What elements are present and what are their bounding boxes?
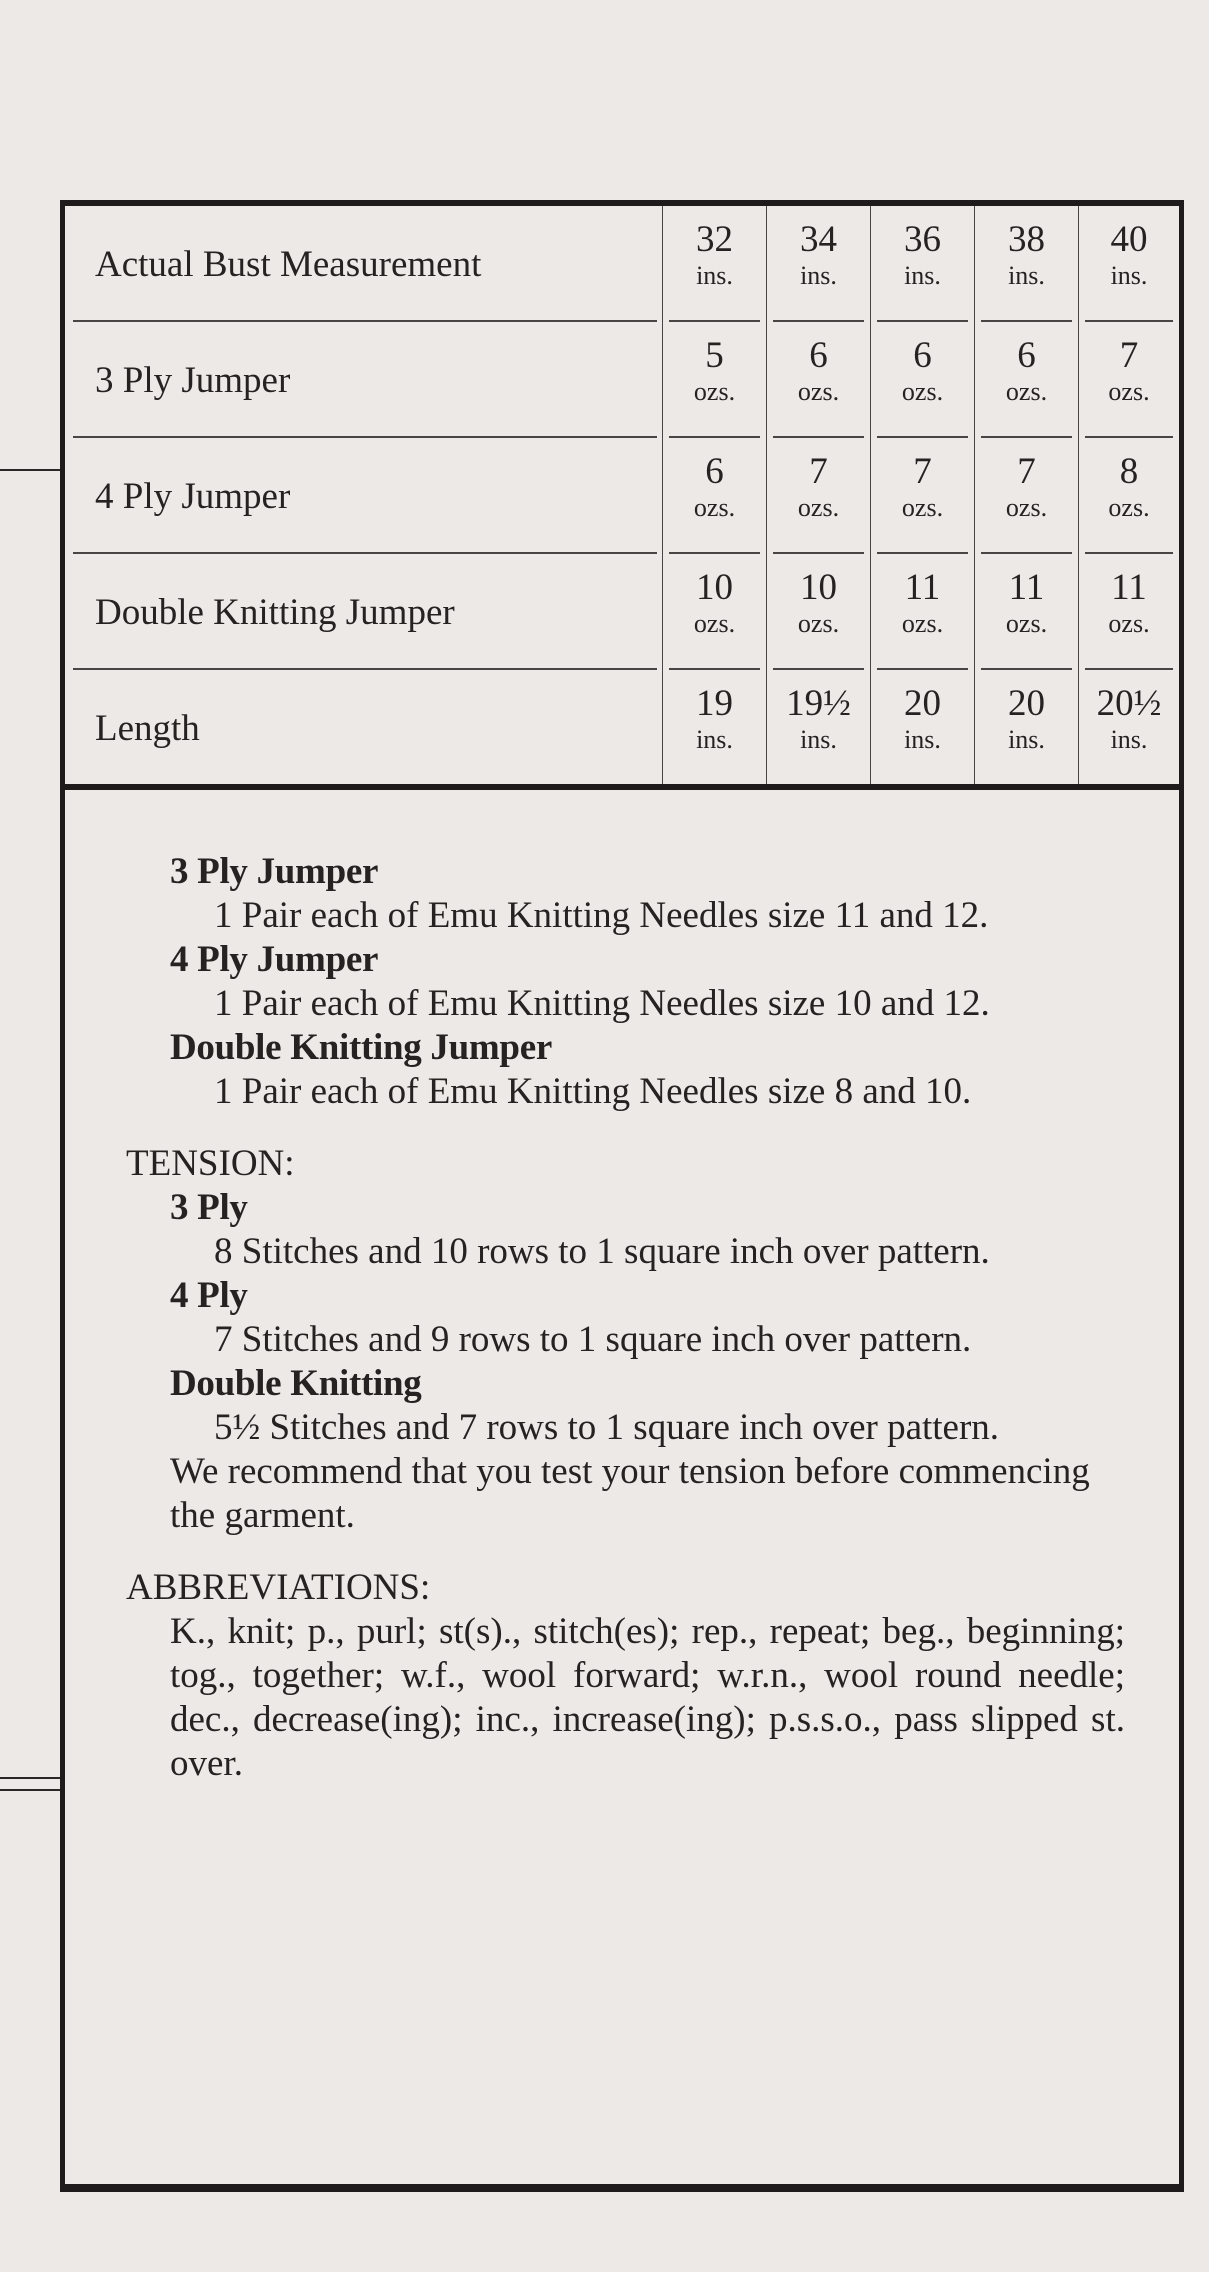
instructions-body <box>120 850 1125 1786</box>
cell-value: 32 <box>696 219 733 260</box>
cell-unit: ozs. <box>1108 377 1150 406</box>
table-cell <box>1078 554 1179 670</box>
row-label: Length <box>95 708 200 749</box>
table-row-bust <box>65 206 1179 322</box>
cell-value: 10 <box>800 567 837 608</box>
left-margin-double-rule <box>0 1777 62 1791</box>
tension-text-4ply: 7 Stitches and 9 rows to 1 square inch over pattern. <box>214 1319 972 1360</box>
needles-heading-4ply: 4 Ply Jumper <box>170 939 379 980</box>
table-row-double-knitting <box>65 554 1179 670</box>
table-cell <box>974 206 1078 322</box>
row-label: 3 Ply Jumper <box>95 359 291 401</box>
abbreviations-section <box>120 1566 1125 1786</box>
cell-value: 34 <box>800 219 837 260</box>
table-row-4ply <box>65 438 1179 554</box>
table-cell <box>766 554 870 670</box>
row-label: Double Knitting Jumper <box>95 591 455 633</box>
cell-value: 20 <box>904 683 941 724</box>
cell-unit: ins. <box>696 725 733 754</box>
cell-value: 36 <box>904 219 941 260</box>
cell-value: 11 <box>1111 567 1147 608</box>
table-cell <box>870 206 974 322</box>
needles-section <box>120 850 1125 1114</box>
tension-heading-dk: Double Knitting <box>170 1363 422 1404</box>
table-cell <box>870 554 974 670</box>
cell-value: 11 <box>1008 567 1045 608</box>
cell-value: 7 <box>913 451 932 492</box>
cell-value: 10 <box>696 567 733 608</box>
table-cell <box>766 670 870 787</box>
tension-text-3ply: 8 Stitches and 10 rows to 1 square inch over pattern. <box>214 1231 990 1272</box>
table-cell <box>870 322 974 438</box>
cell-unit: ozs. <box>1005 493 1048 522</box>
table-row-3ply <box>65 322 1179 438</box>
cell-unit: ins. <box>1008 261 1045 290</box>
table-cell <box>1078 206 1179 322</box>
cell-unit: ozs. <box>693 609 736 638</box>
cell-value: 20½ <box>1096 683 1162 724</box>
cell-unit: ozs. <box>901 609 944 638</box>
cell-value: 7 <box>809 451 828 492</box>
cell-unit: ozs. <box>797 609 840 638</box>
cell-value: 7 <box>1119 335 1139 376</box>
table-cell <box>766 322 870 438</box>
cell-value: 6 <box>1017 335 1036 376</box>
cell-value: 8 <box>1119 451 1139 492</box>
cell-unit: ins. <box>800 261 837 290</box>
tension-text-dk: 5½ Stitches and 7 rows to 1 square inch over pattern. <box>214 1407 1000 1448</box>
cell-unit: ozs. <box>693 377 736 406</box>
abbreviations-text: K., knit; p., purl; st(s)., stitch(es); rep., repeat; beg., beginning; tog., together; w.f., wool forward; w.r.n., wool round needle; dec., decrease(ing); inc., increase(ing); p.s.s.o., pass slipped st. over. <box>170 1611 1125 1784</box>
tension-recommendation: We recommend that you test your tension before commencing the garment. <box>170 1451 1090 1536</box>
cell-value: 7 <box>1017 451 1036 492</box>
row-label: Actual Bust Measurement <box>95 243 482 285</box>
cell-unit: ozs. <box>1108 493 1150 522</box>
needles-heading-3ply: 3 Ply Jumper <box>170 851 379 892</box>
tension-heading-4ply: 4 Ply <box>170 1275 248 1316</box>
cell-value: 19 <box>696 683 733 724</box>
cell-value: 38 <box>1008 219 1045 260</box>
cut-off-text-line <box>0 2254 1209 2272</box>
cell-unit: ozs. <box>797 377 840 406</box>
cell-unit: ins. <box>1110 261 1148 290</box>
table-cell <box>662 670 766 787</box>
cell-value: 40 <box>1110 219 1148 260</box>
cell-unit: ins. <box>904 261 941 290</box>
table-cell <box>662 206 766 322</box>
table-cell <box>1078 322 1179 438</box>
table-cell <box>662 322 766 438</box>
needles-heading-dk: Double Knitting Jumper <box>170 1027 552 1068</box>
cell-unit: ozs. <box>797 493 840 522</box>
abbreviations-title: ABBREVIATIONS: <box>126 1567 431 1608</box>
cell-value: 5 <box>705 335 724 376</box>
cell-unit: ins. <box>1110 725 1148 754</box>
tension-heading-3ply: 3 Ply <box>170 1187 248 1228</box>
table-bottom-rule <box>65 784 1179 790</box>
cell-value: 6 <box>913 335 932 376</box>
yarn-requirements-table <box>65 206 1179 787</box>
cell-unit: ozs. <box>693 493 736 522</box>
cell-value: 11 <box>904 567 941 608</box>
tension-section <box>120 1142 1125 1538</box>
cell-unit: ins. <box>696 261 733 290</box>
cell-unit: ozs. <box>901 493 944 522</box>
table-cell <box>662 554 766 670</box>
cell-unit: ozs. <box>1005 377 1048 406</box>
cell-value: 6 <box>809 335 828 376</box>
table-cell <box>766 206 870 322</box>
table-cell <box>766 438 870 554</box>
needles-text-4ply: 1 Pair each of Emu Knitting Needles size 10 and 12. <box>214 983 990 1024</box>
table-cell <box>870 438 974 554</box>
needles-text-3ply: 1 Pair each of Emu Knitting Needles size 11 and 12. <box>214 895 989 936</box>
needles-text-dk: 1 Pair each of Emu Knitting Needles size 8 and 10. <box>214 1071 972 1112</box>
table-cell <box>974 670 1078 787</box>
table-cell <box>974 322 1078 438</box>
table-cell <box>870 670 974 787</box>
table-cell <box>1078 670 1179 787</box>
tension-title: TENSION: <box>126 1143 295 1184</box>
row-label: 4 Ply Jumper <box>95 475 291 517</box>
cell-unit: ozs. <box>1108 609 1150 638</box>
cell-unit: ins. <box>904 725 941 754</box>
cell-value: 20 <box>1008 683 1045 724</box>
cell-unit: ozs. <box>901 377 944 406</box>
table-cell <box>662 438 766 554</box>
cell-unit: ins. <box>1008 725 1045 754</box>
table-row-length <box>65 670 1179 787</box>
left-margin-rule <box>0 469 62 471</box>
table-cell <box>974 554 1078 670</box>
table-cell <box>1078 438 1179 554</box>
cell-unit: ins. <box>800 725 837 754</box>
table-cell <box>974 438 1078 554</box>
cell-value: 6 <box>705 451 724 492</box>
cell-value: 19½ <box>786 683 851 724</box>
cell-unit: ozs. <box>1005 609 1048 638</box>
